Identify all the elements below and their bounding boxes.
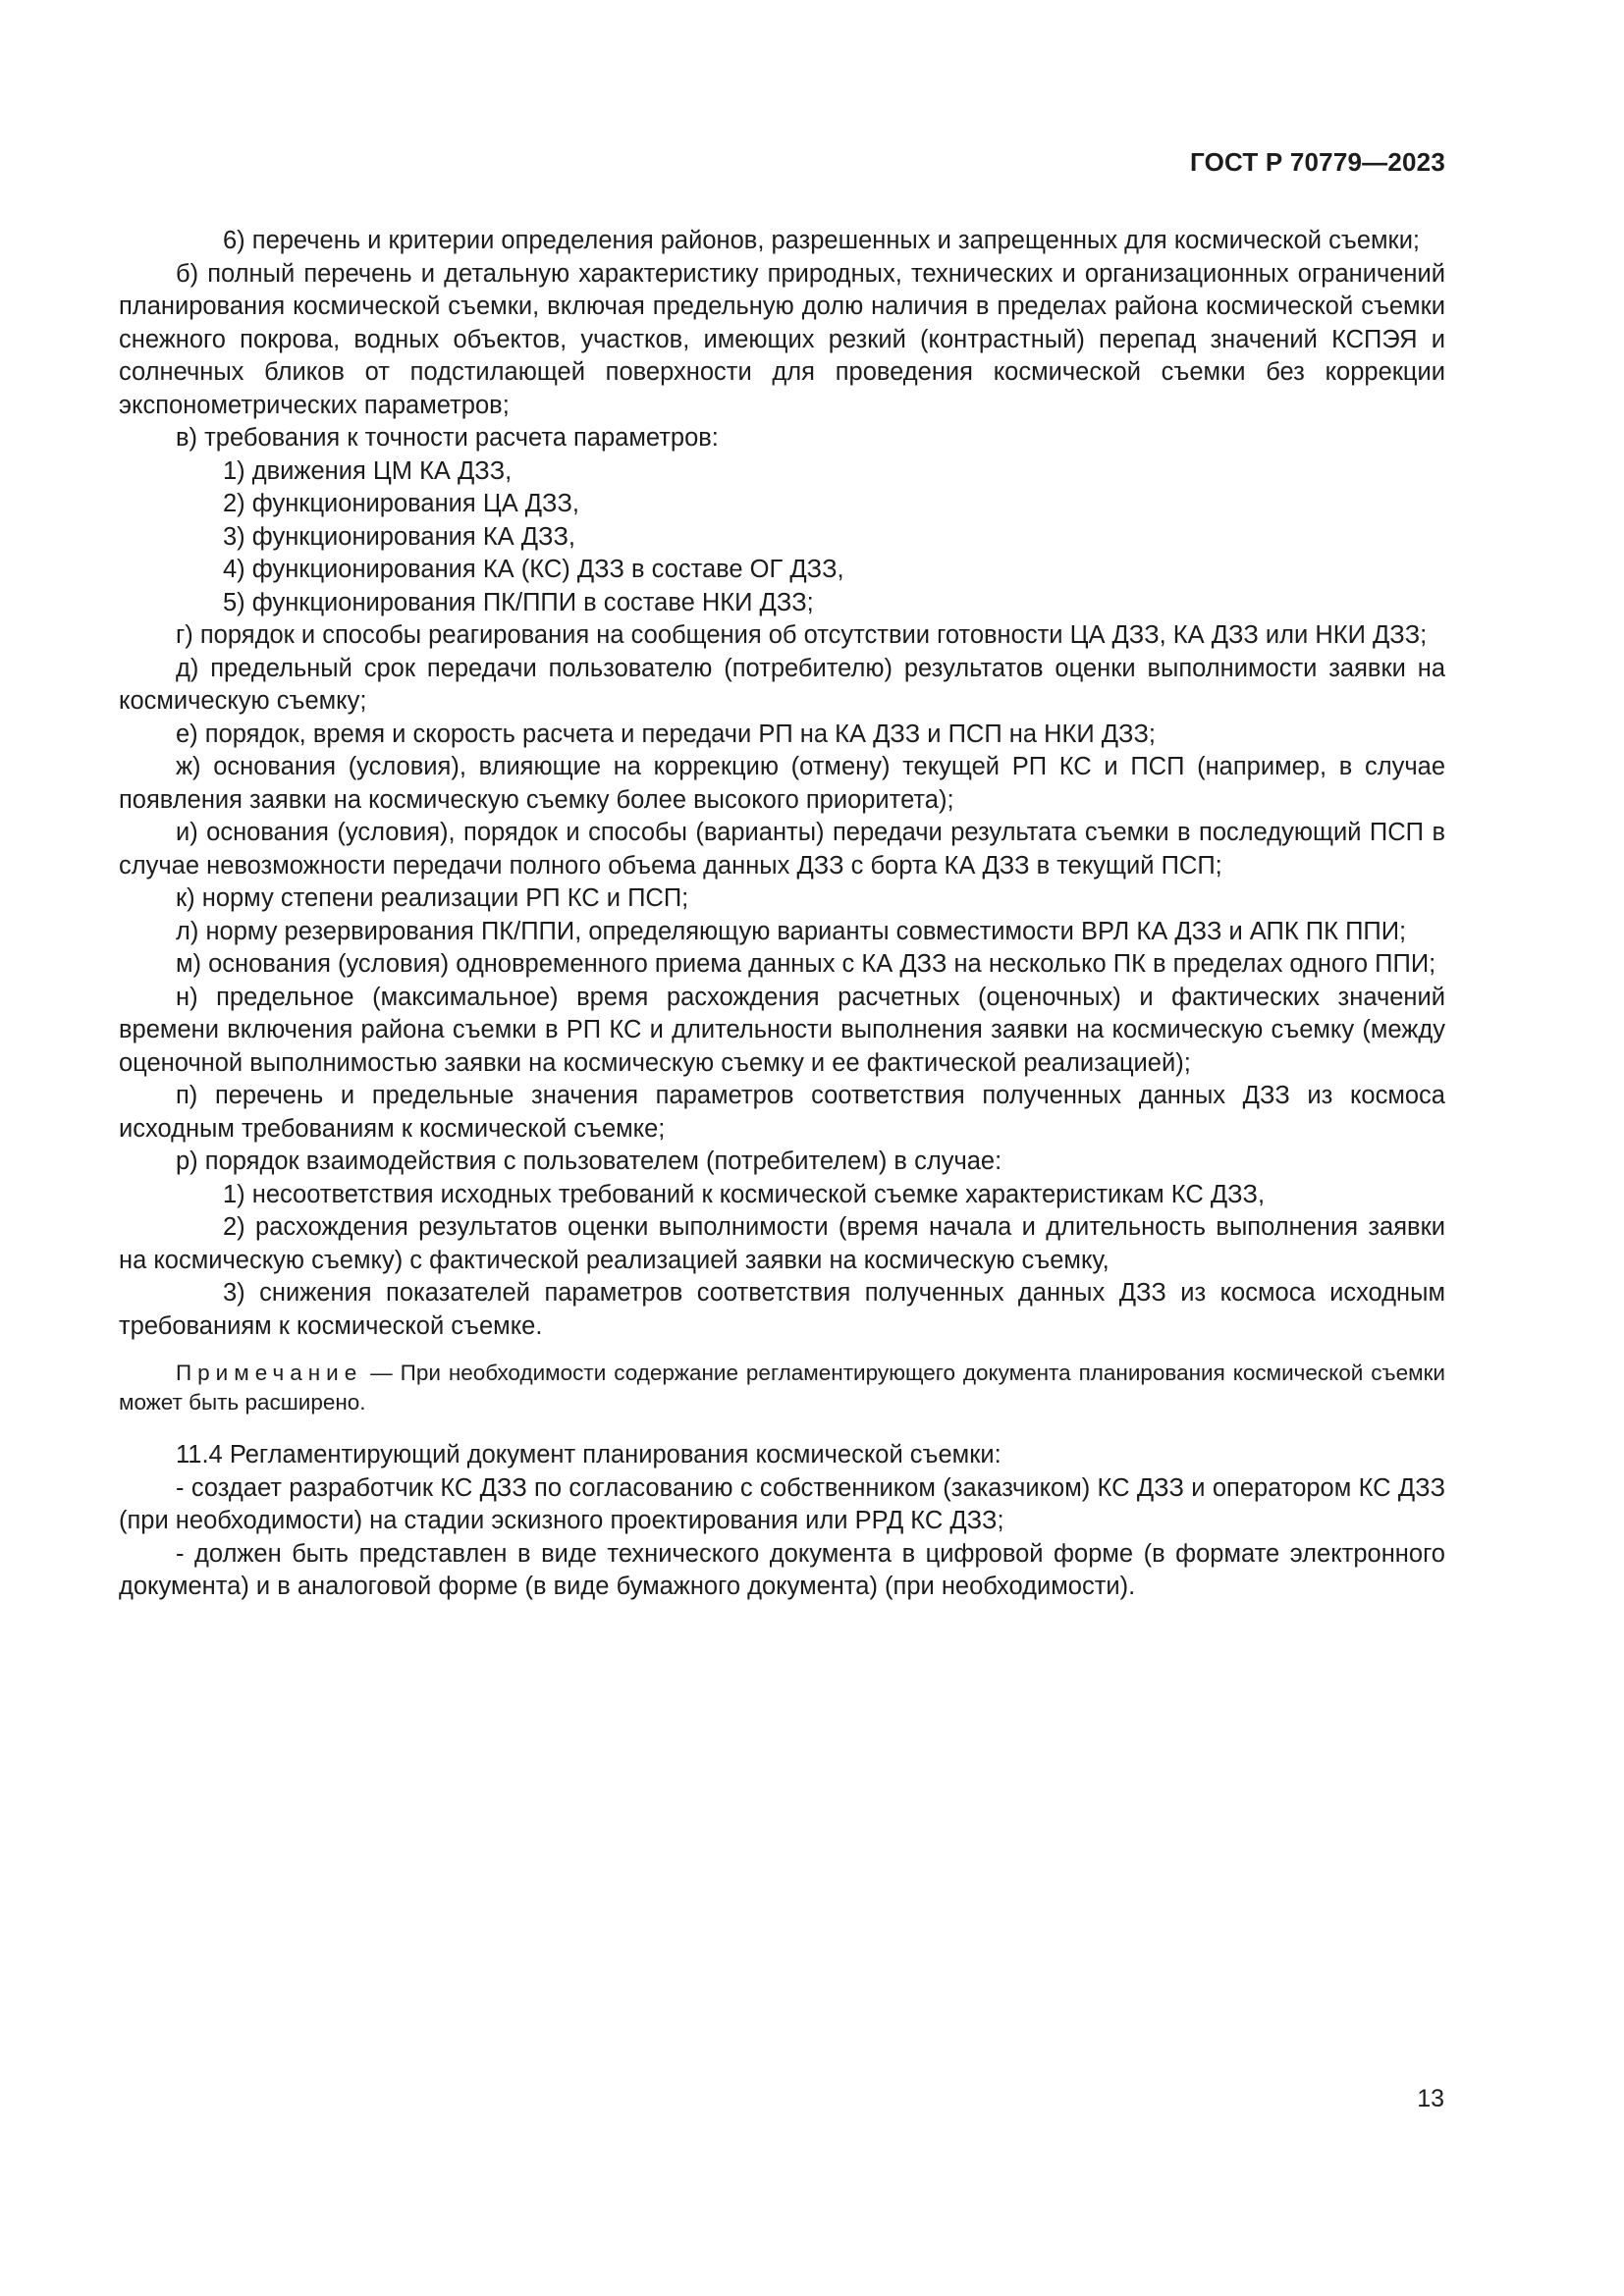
page-number: 13 bbox=[1417, 2085, 1444, 2112]
sub-list-item: 2) функционирования ЦА ДЗЗ, bbox=[223, 490, 579, 517]
list-item: - должен быть представлен в виде технического документа в цифровой форме (в формате электронного документа) и в аналоговой форме (в виде бумажного документа) (при необходимости). bbox=[119, 1539, 1445, 1600]
list-item: г) порядок и способы реагирования на сообщения об отсутствии готовности ЦА ДЗЗ, КА ДЗЗ или НКИ ДЗЗ; bbox=[176, 621, 1428, 649]
sub-list-item: 5) функционирования ПК/ППИ в составе НКИ ДЗЗ; bbox=[223, 588, 814, 616]
note-text: При необходимости содержание регламентирующего документа планирования космической съемки может быть расширено. bbox=[119, 1361, 1445, 1415]
sub-list-item: 2) расхождения результатов оценки выполнимости (время начала и длительность выполнения заявки на космическую съемку) с фактической реализацией заявки на космическую съемку, bbox=[119, 1213, 1445, 1274]
list-item: б) полный перечень и детальную характеристику природных, технических и организационных ограничений планирования космической съемки, включая предельную долю наличия в пределах района космической съемки снежного покрова, водных объектов, участков, имеющих резкий (контрастный) перепад значений КСПЭЯ и солнечных бликов от подстилающей поверхности для проведения космической съемки без коррекции экспонометрических параметров; bbox=[119, 259, 1445, 419]
sub-list-item: 3) снижения показателей параметров соответствия полученных данных ДЗЗ из космоса исходным требованиям к космической съемке. bbox=[119, 1279, 1445, 1340]
list-item: н) предельное (максимальное) время расхождения расчетных (оценочных) и фактических значений времени включения района съемки в РП КС и длительности выполнения заявки на космическую съемку (между оценочной выполнимостью заявки на космическую съемку и ее фактической реализацией); bbox=[119, 983, 1445, 1077]
sub-list-item: 1) несоответствия исходных требований к космической съемке характеристикам КС ДЗЗ, bbox=[223, 1180, 1266, 1208]
list-item: 6) перечень и критерии определения районов, разрешенных и запрещенных для космической съемки; bbox=[223, 227, 1421, 254]
list-item: к) норму степени реализации РП КС и ПСП; bbox=[176, 884, 689, 912]
list-item: в) требования к точности расчета параметров: bbox=[176, 424, 719, 452]
document-body bbox=[119, 225, 1445, 1604]
note-label: Примечание bbox=[176, 1361, 363, 1385]
list-item: ж) основания (условия), влияющие на коррекцию (отмену) текущей РП КС и ПСП (например, в случае появления заявки на космическую съемку более высокого приоритета); bbox=[119, 753, 1445, 814]
list-item: м) основания (условия) одновременного приема данных с КА ДЗЗ на несколько ПК в пределах одного ППИ; bbox=[176, 950, 1436, 978]
sub-list-item: 4) функционирования КА (КС) ДЗЗ в составе ОГ ДЗЗ, bbox=[223, 556, 844, 583]
list-item: - создает разработчик КС ДЗЗ по согласованию с собственником (заказчиком) КС ДЗЗ и оператором КС ДЗЗ (при необходимости) на стадии эскизного проектирования или РРД КС ДЗЗ; bbox=[119, 1473, 1445, 1534]
note-dash: — bbox=[362, 1361, 401, 1385]
list-item: р) порядок взаимодействия с пользователем (потребителем) в случае: bbox=[176, 1148, 1002, 1175]
list-item: п) перечень и предельные значения параметров соответствия полученных данных ДЗЗ из космоса исходным требованиям к космической съемке; bbox=[119, 1082, 1445, 1143]
list-item: д) предельный срок передачи пользователю (потребителю) результатов оценки выполнимости заявки на космическую съемку; bbox=[119, 654, 1445, 715]
note bbox=[119, 1359, 1445, 1417]
sub-list-item: 3) функционирования КА ДЗЗ, bbox=[223, 522, 575, 551]
section-heading: 11.4 Регламентирующий документ планирования космической съемки: bbox=[176, 1441, 1001, 1468]
sub-list-item: 1) движения ЦМ КА ДЗЗ, bbox=[223, 456, 513, 485]
document-header: ГОСТ Р 70779—2023 bbox=[1190, 147, 1445, 177]
list-item: л) норму резервирования ПК/ППИ, определяющую варианты совместимости ВРЛ КА ДЗЗ и АПК ПК ППИ; bbox=[176, 917, 1407, 945]
list-item: е) порядок, время и скорость расчета и передачи РП на КА ДЗЗ и ПСП на НКИ ДЗЗ; bbox=[176, 720, 1156, 748]
list-item: и) основания (условия), порядок и способы (варианты) передачи результата съемки в последующий ПСП в случае невозможности передачи полного объема данных ДЗЗ с борта КА ДЗЗ в текущий ПСП; bbox=[119, 819, 1445, 880]
